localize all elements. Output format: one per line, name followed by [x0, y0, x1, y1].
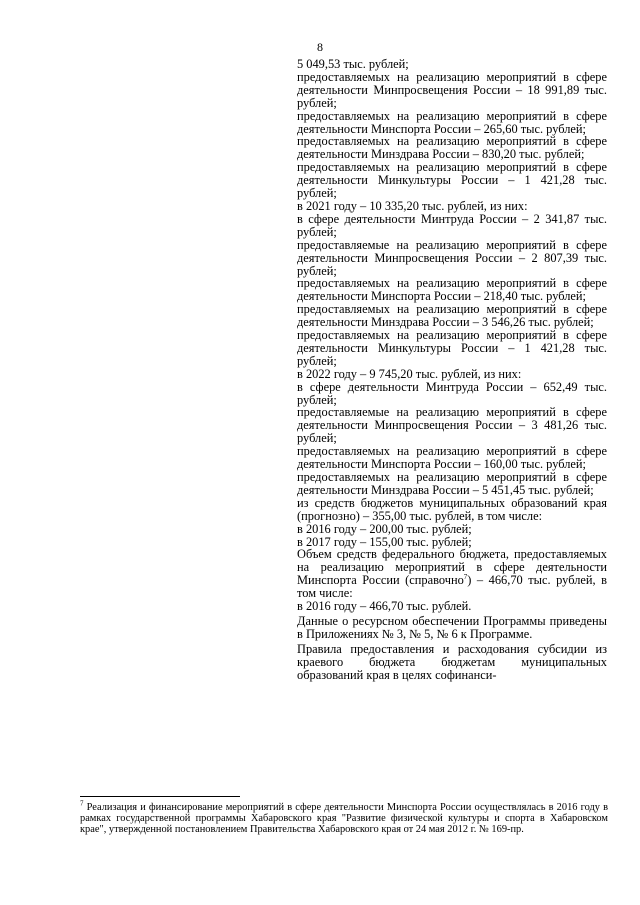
paragraph: предоставляемых на реализацию мероприятий в сфере деятельности Минкультуры России – 1 421,28 тыс. рублей; — [297, 328, 607, 368]
paragraph: в 2017 году – 155,00 тыс. рублей; — [297, 534, 472, 549]
paragraph: 5 049,53 тыс. рублей; — [297, 57, 409, 71]
paragraph: предоставляемых на реализацию мероприятий в сфере деятельности Минздрава России – 3 546,26 тыс. рублей; — [297, 302, 607, 330]
page-number: 8 — [317, 40, 323, 54]
paragraph-text: ) – 466,70 тыс. рублей, в том числе: — [297, 573, 607, 601]
paragraph: в 2021 году – 10 335,20 тыс. рублей, из них: — [297, 198, 528, 213]
footnote — [80, 799, 609, 836]
paragraph: предоставляемых на реализацию мероприятий в сфере деятельности Минспорта России – 160,00 тыс. рублей; — [297, 444, 607, 472]
paragraph: предоставляемые на реализацию мероприятий в сфере деятельности Минпросвещения России – 3 481,26 тыс. рублей; — [297, 405, 607, 446]
footnote-reference[interactable]: 7 — [463, 573, 468, 582]
paragraph-text: Объем средств федерального бюджета, предоставляемых на реализацию мероприятий в сфере деятельности Минспорта России (справочно — [297, 547, 607, 588]
paragraph: предоставляемых на реализацию мероприятий в сфере деятельности Минкультуры России – 1 421,28 тыс. рублей; — [297, 160, 607, 201]
paragraph: в 2016 году – 466,70 тыс. рублей. — [297, 599, 472, 614]
paragraph: предоставляемых на реализацию мероприятий в сфере деятельности Минспорта России – 265,60 тыс. рублей; — [297, 108, 607, 136]
main-text-column — [297, 58, 607, 682]
paragraph: предоставляемых на реализацию мероприятий в сфере деятельности Минздрава России – 5 451,45 тыс. рублей; — [297, 470, 607, 497]
paragraph: предоставляемых на реализацию мероприятий в сфере деятельности Минздрава России – 830,20 тыс. рублей; — [297, 134, 607, 162]
paragraph: предоставляемые на реализацию мероприятий в сфере деятельности Минпросвещения России – 2 807,39 тыс. рублей; — [297, 237, 607, 278]
resource-paragraph: Данные о ресурсном обеспечении Программы приведены в Приложениях № 3, № 5, № 6 к Программе. — [297, 613, 607, 641]
footnote-text: Реализация и финансирование мероприятий в сфере деятельности Минспорта России осуществлялась в 2016 году в рамках государственной программы Хабаровского края "Развитие физической культуры и спорта в Хабаровском крае", утвержденной постановлением Правительства Хабаровского края от 24 мая 2012 г. № 169-пр. — [80, 802, 609, 836]
footnote-mark: 7 — [80, 799, 84, 808]
paragraph: в 2016 году – 200,00 тыс. рублей; — [297, 521, 472, 536]
paragraph: предоставляемых на реализацию мероприятий в сфере деятельности Минпросвещения России – 18 991,89 тыс. рублей; — [297, 69, 607, 110]
paragraph: в 2022 году – 9 745,20 тыс. рублей, из них: — [297, 366, 522, 381]
paragraph: из средств бюджетов муниципальных образований края (прогнозно) – 355,00 тыс. рублей, в том числе: — [297, 495, 607, 523]
paragraph: предоставляемых на реализацию мероприятий в сфере деятельности Минспорта России – 218,40 тыс. рублей; — [297, 276, 607, 304]
paragraph: в сфере деятельности Минтруда России – 2 341,87 тыс. рублей; — [297, 211, 607, 239]
rules-paragraph: Правила предоставления и расходования субсидии из краевого бюджета бюджетам муниципальных образований края в целях софинанси- — [297, 641, 607, 682]
paragraph: в сфере деятельности Минтруда России – 652,49 тыс. рублей; — [297, 379, 607, 407]
footnote-separator — [80, 796, 240, 797]
federal-budget-paragraph — [297, 548, 607, 600]
